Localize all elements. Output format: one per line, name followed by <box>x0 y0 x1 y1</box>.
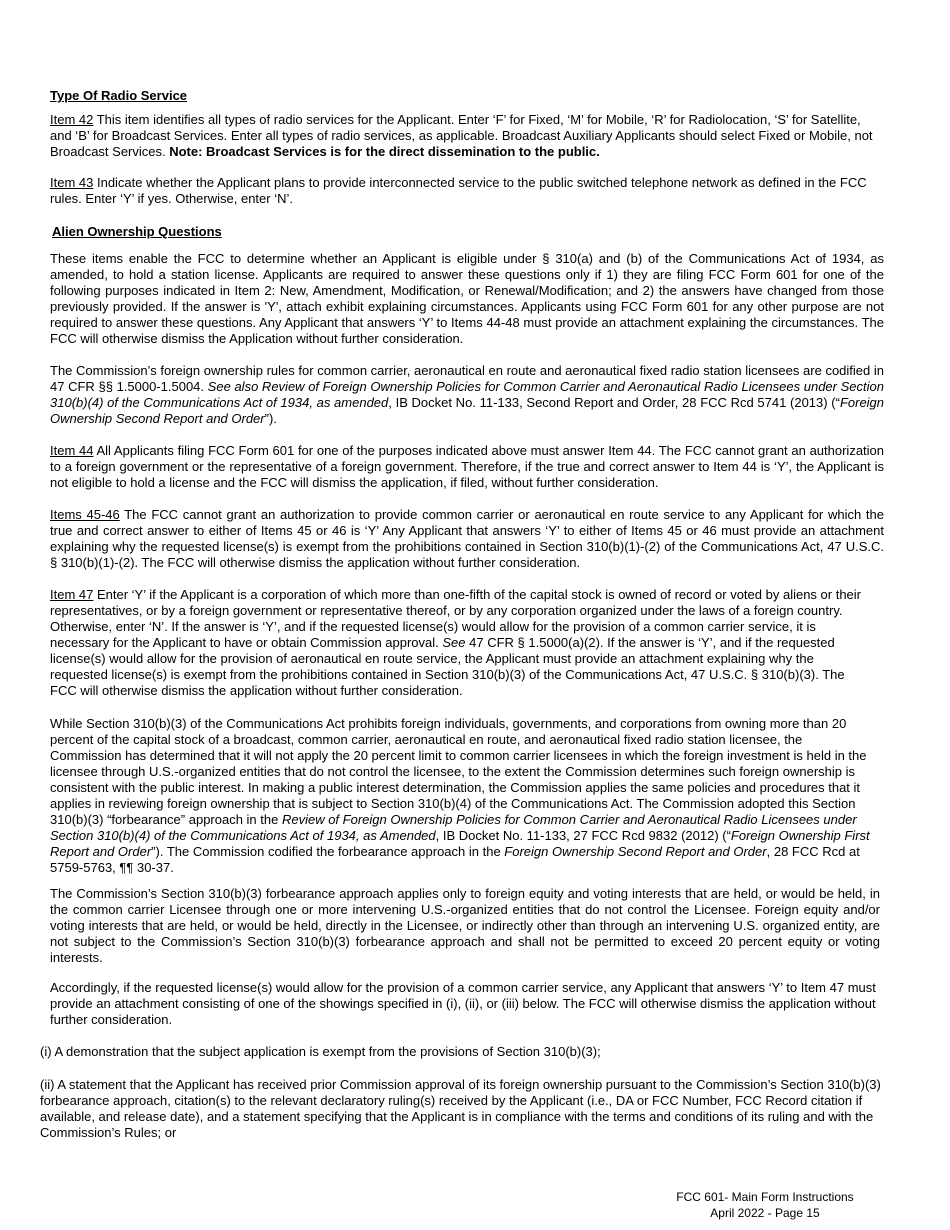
footer-form-title: FCC 601- Main Form Instructions <box>676 1190 854 1204</box>
item-42-paragraph <box>50 112 880 160</box>
item-42-text: This item identifies all types of radio services for the Applicant. Enter ‘F’ for Fixed, ‘M’ for Mobile, ‘R’ for Radiolocation, ‘S’ for Satellite, and ‘B’ for Broadcast Services. Enter all types of radio services, as applicable. Broadcast Auxiliary Applicants should select Fixed or Mobile, not Broadcast Services. <box>50 112 873 159</box>
item-44-paragraph <box>50 443 884 491</box>
foreign-ownership-rules-paragraph <box>50 363 884 427</box>
footer-page-number: April 2022 - Page 15 <box>710 1206 820 1220</box>
items-45-46-text: The FCC cannot grant an authorization to provide common carrier or aeronautical en route service to any Applicant for which the true and correct answer to either of Items 45 or 46 is ‘Y’ Any Applicant that answers ‘Y’ to either of Items 45 or 46 must provide an attachment explaining why the requested license(s) is exempt from the prohibitions contained in Section 310(b)(1)-(2) of the Communications Act, 47 U.S.C. § 310(b)(1)-(2). The FCC will otherwise dismiss the application without further consideration. <box>50 507 884 570</box>
list-item-ii: (ii) A statement that the Applicant has received prior Commission approval of its foreign ownership pursuant to the Commission’s Section 310(b)(3) forbearance approach, citation(s) to the relevant declaratory ruling(s) received by the Applicant (i.e., DA or FCC Number, FCC Record citation if available, and release date), and a statement specifying that the Applicant is in compliance with the terms and conditions of its ruling and with the Commission’s Rules; or <box>40 1077 881 1140</box>
item-44-label: Item 44 <box>50 443 94 458</box>
item-47-see: See <box>442 635 466 650</box>
foreign-rules-text-1: The Commission’s foreign ownership rules for common carrier, aeronautical en route and aeronautical fixed radio station licensees are codified in 47 CFR §§ 1.5000-1.5004. <box>50 363 884 394</box>
alien-ownership-intro: These items enable the FCC to determine whether an Applicant is eligible under § 310(a) and (b) of the Communications Act of 1934, as amended, to hold a station license. Applicants are required to answer these questions only if 1) they are filing FCC Form 601 for one of the following purposes indicated in Item 2: New, Amendment, Modification, or Renewal/Modification; and 2) the answers have changed from those previously provided. If the answer is 'Y', attach exhibit explaining circumstances. Applicants using FCC Form 601 for any other purpose are not required to answer these questions. Any Applicant that answers ‘Y’ to Items 44-48 must provide an attachment explaining the circumstances. The FCC will otherwise dismiss the Application without further consideration. <box>50 251 884 346</box>
item-47-text-2: 47 CFR § 1.5000(a)(2). If the answer is ‘Y’, and if the requested license(s) would allow for the provision of aeronautical en route service, the Applicant must provide an attachment explaining why the requested license(s) is exempt from the prohibitions contained in Section 310(b)(3) of the Communications Act, 47 U.S.C. § 310(b)(3). The FCC will otherwise dismiss the application without further consideration. <box>50 635 845 698</box>
forbearance-text-1: While Section 310(b)(3) of the Communications Act prohibits foreign individuals, governments, and corporations from owning more than 20 percent of the capital stock of a broadcast, common carrier, aeronautical en route, and aeronautical fixed radio station licensee, the Commission has determined that it will not apply the 20 percent limit to common carrier licensees in which the foreign investment is held in the licensee through U.S.-organized entities that do not control the licensee, to the extent the Commission determines such foreign ownership is consistent with the public interest. In making a public interest determination, the Commission applies the same policies and procedures that it applies in reviewing foreign ownership that is subject to Section 310(b)(4) of the Communications Act. The Commission adopted this Section 310(b)(3) “forbearance” approach in the <box>50 716 867 827</box>
foreign-rules-text-3: ”). <box>264 411 277 426</box>
item-47-label: Item 47 <box>50 587 94 602</box>
heading-alien-ownership-questions: Alien Ownership Questions <box>52 224 222 239</box>
items-45-46-paragraph <box>50 507 884 571</box>
list-item-i: (i) A demonstration that the subject application is exempt from the provisions of Section 310(b)(3); <box>40 1044 601 1059</box>
forbearance-paragraph <box>50 716 875 876</box>
item-47-text-1: Enter ‘Y’ if the Applicant is a corporation of which more than one-fifth of the capital stock is owned of record or voted by aliens or their representatives, or by a foreign government or representative thereof, or by any corporation organized under the laws of a foreign country. Otherwise, enter ‘N’. If the answer is ‘Y’, and if the requested license(s) would allow for the provision of a common carrier service, it is necessary for the Applicant to have or obtain Commission approval. <box>50 587 862 650</box>
item-42-label: Item 42 <box>50 112 94 127</box>
foreign-rules-text-2: , IB Docket No. 11-133, Second Report and Order, 28 FCC Rcd 5741 (2013) (“ <box>388 395 840 410</box>
foreign-rules-short-title: Foreign Ownership Second Report and Order <box>50 395 885 426</box>
item-47-paragraph <box>50 587 870 699</box>
forbearance-second-report-title: Foreign Ownership Second Report and Order <box>504 844 767 859</box>
item-44-text: All Applicants filing FCC Form 601 for one of the purposes indicated above must answer Item 44. The FCC cannot grant an authorization to a foreign government or the representative of a foreign government. Therefore, if the true and correct answer to Item 44 is ‘Y’, the Applicant is not eligible to hold a license and the FCC will dismiss the application, if filed, without further consideration. <box>50 443 885 490</box>
heading-type-of-radio-service: Type Of Radio Service <box>50 88 188 103</box>
item-42-note: Note: Broadcast Services is for the direct dissemination to the public. <box>169 144 600 159</box>
forbearance-text-3: ”). The Commission codified the forbearance approach in the <box>151 844 505 859</box>
item-43-text: Indicate whether the Applicant plans to provide interconnected service to the public switched telephone network as defined in the FCC rules. Enter ‘Y’ if yes. Otherwise, enter ‘N’. <box>50 175 867 206</box>
forbearance-scope-paragraph: The Commission’s Section 310(b)(3) forbearance approach applies only to foreign equity and voting interests that are held, or would be held, in the common carrier Licensee through one or more intervening U.S.-organized entities that do not control the Licensee. Foreign equity and/or voting interests that are held, or would be held, directly in the Licensee, or indirectly other than through an intervening U.S. organized entity, are not subject to the Commission’s Section 310(b)(3) forbearance approach and shall not be permitted to exceed 20 percent equity or voting interests. <box>50 886 880 965</box>
foreign-rules-citation-title: See also Review of Foreign Ownership Policies for Common Carrier and Aeronautical Radio Licensees under Section 310(b)(4) of the Communications Act of 1934, as amended <box>50 379 884 410</box>
forbearance-text-2: , IB Docket No. 11-133, 27 FCC Rcd 9832 (2012) (“ <box>435 828 731 843</box>
item-43-paragraph <box>50 175 885 207</box>
items-45-46-label: Items 45-46 <box>50 507 120 522</box>
forbearance-text-4: , 28 FCC Rcd at 5759-5763, ¶¶ 30-37. <box>50 844 860 875</box>
item-43-label: Item 43 <box>50 175 94 190</box>
accordingly-paragraph: Accordingly, if the requested license(s) would allow for the provision of a common carrier service, any Applicant that answers ‘Y’ to Item 47 must provide an attachment consisting of one of the showings specified in (i), (ii), or (iii) below. The FCC will otherwise dismiss the application without further consideration. <box>50 980 876 1027</box>
forbearance-citation-title: Review of Foreign Ownership Policies for Common Carrier and Aeronautical Radio Licensees under Section 310(b)(4) of the Communications Act of 1934, as Amended <box>50 812 857 843</box>
forbearance-first-report-title: Foreign Ownership First Report and Order <box>50 828 870 859</box>
